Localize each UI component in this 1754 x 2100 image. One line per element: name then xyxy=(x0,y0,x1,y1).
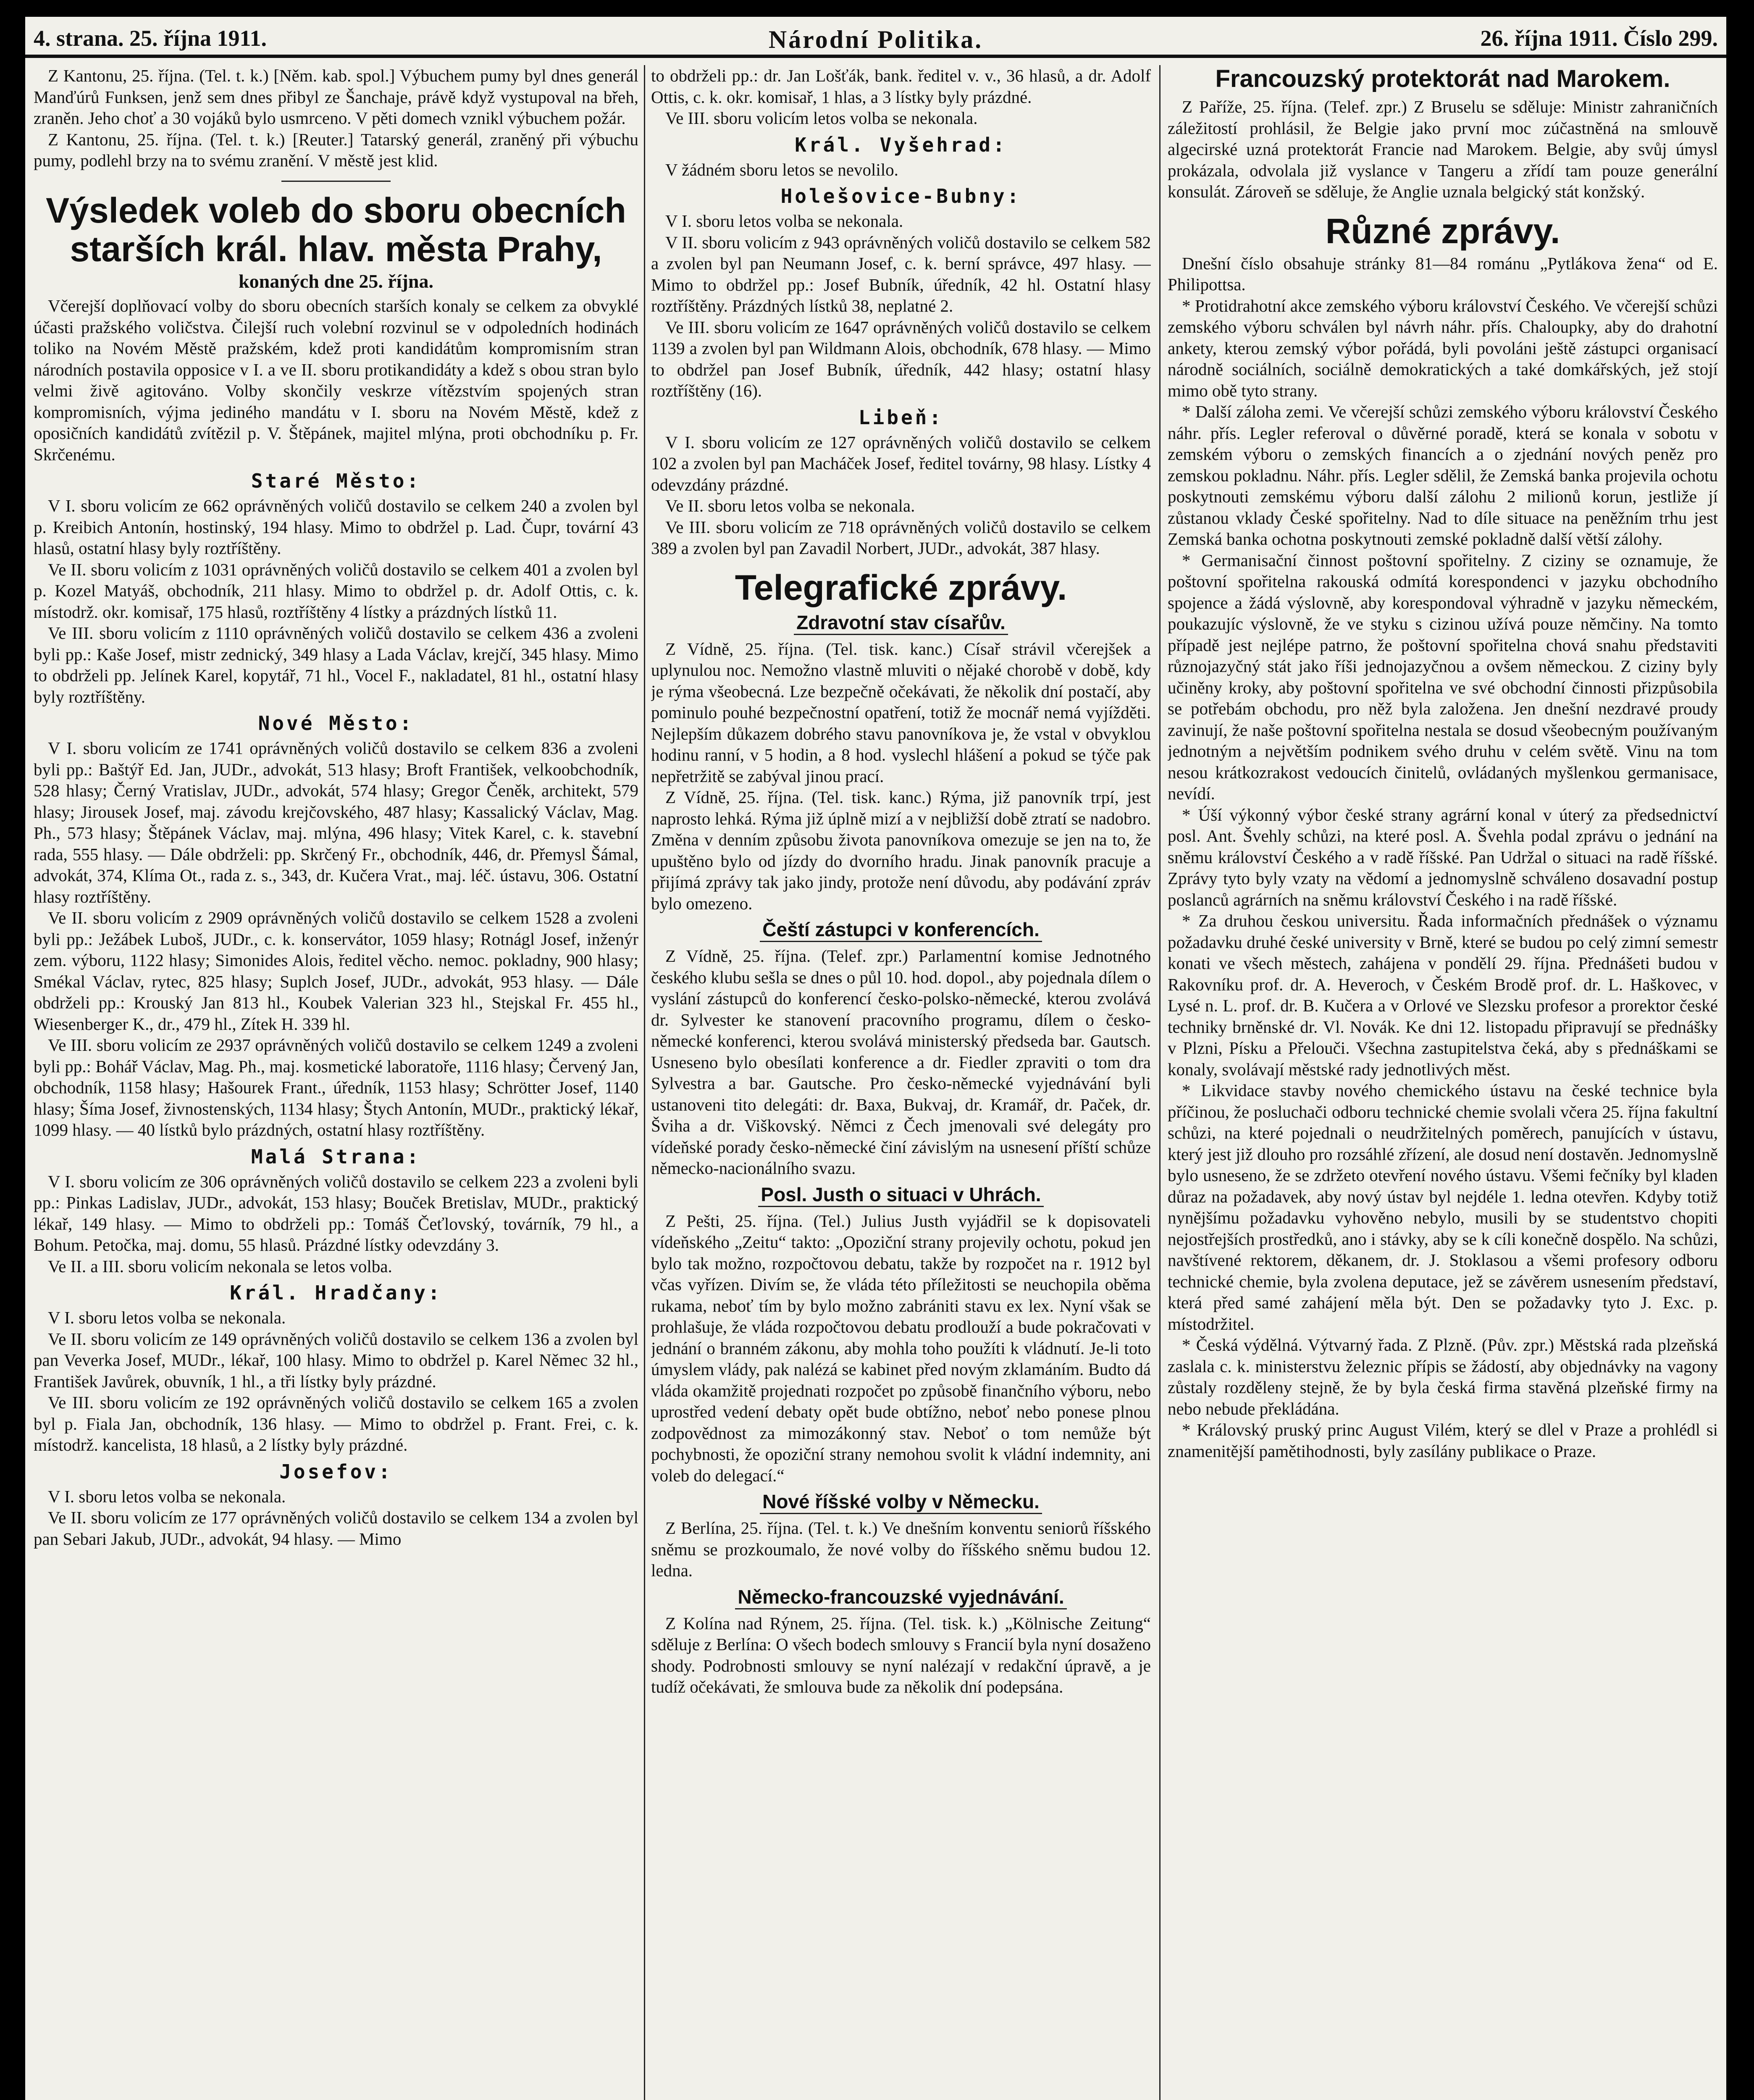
telegraphic-news-headline: Telegrafické zprávy. xyxy=(735,567,1067,607)
paragraph: * Germanisační činnost poštovní spořitelny. Z ciziny se oznamuje, že poštovní spořitelna rakouská odmítá korespondenci v jazyku obchodního spojence a žádá výslovně, aby korespondoval výhradně v jazyku německém, poukazujíc výslovně, že ve styku s cizinou užívá pouze němčiny. Na tomto případě jest nejlépe patrno, že poštovní spořitelna chová snahu představiti různojazyčný stát jako říši jednojazyčnou a ovšem německou. Z ciziny byly učiněny kroky, aby poštovní spořitelna ve své obchodní činnosti přizpůsobila se potřebám obchodu, pro něž byla založena. Jen dnešní nezdravé proudy zavinují, že naše poštovní spořitelna nestala se dosud všeobecným používaným jednotným a největším podnikem svého druhu v celém světě. Vinu na tom nesou krátkozrakost vedoucích činitelů, ovládaných myšlenkou germanisace, nevídí. xyxy=(1168,550,1718,803)
paragraph: * Česká výdělná. Výtvarný řada. Z Plzně. (Pův. zpr.) Městská rada plzeňská zaslala c. k. ministerstvu železnic přípis se žádostí, aby objednávky na vagony zůstaly rozděleny stejně, že by byla česká firma stavěná plzeňské firmy na nebo nebude překládána. xyxy=(1168,1335,1718,1418)
paragraph: to obdrželi pp.: dr. Jan Lošťák, bank. ředitel v. v., 36 hlasů, a dr. Adolf Ottis, c. k. okr. komisař, 1 hlas, a 3 lístky byly prázdné. xyxy=(651,66,1151,107)
paragraph: Ve II. sboru volicím ze 149 oprávněných voličů dostavilo se celkem 136 a zvolen byl pan Veverka Josef, MUDr., lékař, 100 hlasy. Mimo to obdržel p. Karel Němec 32 hl., František Javůrek, obuvník, 1 hl., a tři lístky byly prázdné. xyxy=(34,1329,638,1391)
article-heading: Nové říšské volby v Německu. xyxy=(651,1490,1151,1514)
paragraph: V I. sboru volicím ze 662 oprávněných voličů dostavilo se celkem 240 a zvolen byl p. Kreibich Antonín, hostinský, 194 hlasy. Mimo to obdržel p. Lad. Čupr, tovární 43 hlasů, ostatní hlasy byly roztříštěny. xyxy=(34,496,638,558)
misc-news-headline: Různé zprávy. xyxy=(1325,211,1560,251)
masthead xyxy=(25,17,1726,58)
paragraph: V žádném sboru letos se nevolilo. xyxy=(665,160,898,179)
district-heading-hradcany: Král. Hradčany: xyxy=(230,1281,442,1304)
paragraph: Ve II. sboru volicím ze 177 oprávněných voličů dostavilo se celkem 134 a zvolen byl pan Sebari Jakub, JUDr., advokát, 94 hlasy. — Mimo xyxy=(34,1508,638,1549)
paragraph: Ve III. sboru volicím ze 1647 oprávněných voličů dostavilo se celkem 1139 a zvolen byl pan Wildmann Alois, obchodník, 678 hlasy. — Mimo to obdržel pan Josef Bubník, úředník, 442 hlasy; ostatní hlasy roztříštěny (16). xyxy=(651,317,1151,400)
paragraph: * Protidrahotní akce zemského výboru království Českého. Ve včerejší schůzi zemského výboru schválen byl návrh náhr. přís. Chaloupky, aby do drahotní ankety, kterou zemský výbor pořádá, byli povoláni ještě zástupci organisací národně sociálních, sociálně demokratických a také domkářských, jež stojí mimo obě tyto strany. xyxy=(1168,296,1718,400)
paragraph: * Další záloha zemi. Ve včerejší schůzi zemského výboru království Českého náhr. přís. Legler referoval o důvěrné poradě, která se konala v sobotu v zemském výboru o zemských financích a o zjednání nových peněz pro zemskou pokladnu. Náhr. přís. Legler sdělil, že Zemská banka projevila ochotu poskytnouti zemskému výboru další zálohu 2 milionů korun, jestliže jí zůstanou vklady České spořitelny. Nad to díle situace na peněžním trhu jest Zemská banka ochotna poskytnouti zemské pokladně další větší zálohy. xyxy=(1168,402,1718,549)
paragraph: V I. sboru letos volba se nekonala. xyxy=(665,211,903,231)
district-heading-holesovice: Holešovice-Bubny: xyxy=(780,185,1021,207)
election-results-subheadline: konaných dne 25. října. xyxy=(239,270,433,292)
newspaper-page xyxy=(25,17,1726,2100)
paragraph: Ve III. sboru volicím ze 2937 oprávněných voličů dostavilo se celkem 1249 a zvoleni byli pp.: Bohář Václav, Mag. Ph., maj. kosmetické laboratoře, 1116 hlasy; Červený Jan, obchodník, 1158 hlasy; Hašourek Frant., úředník, 1153 hlasy; Schrötter Josef, 1140 hlasy; Šíma Josef, živnostenských, 1134 hlasy; Štych Antonín, MUDr., praktický lékař, 1099 hlasy. — 40 lístků bylo prázdných, ostatní hlasy roztříštěny. xyxy=(34,1035,638,1139)
paragraph: V I. sboru volicím ze 1741 oprávněných voličů dostavilo se celkem 836 a zvoleni byli pp.: Baštýř Ed. Jan, JUDr., advokát, 513 hlasy; Broft František, velkoobchodník, 528 hlasy; Černý Vratislav, JUDr., advokát, 574 hlasy; Gregor Čeněk, architekt, 579 hlasy; Jirousek Josef, maj. závodu krejčovského, 487 hlasy; Kassalický Václav, Mag. Ph., 573 hlasy; Štěpánek Václav, maj. mlýna, 496 hlasy; Vitek Karel, c. k. stavební rada, 555 hlasy. — Dále obdrželi: pp. Skrčený Fr., obchodník, 446, dr. Přemysl Šámal, advokát, 374, Klíma Ot., rada z. s., 343, dr. Kučera Vrat., maj. léč. ústavu, 306. Ostatní hlasy roztříštěny. xyxy=(34,738,638,906)
article-heading: Zdravotní stav císařův. xyxy=(651,611,1151,635)
article-heading: Posl. Justh o situaci v Uhrách. xyxy=(651,1183,1151,1207)
paragraph: V II. sboru volicím z 943 oprávněných voličů dostavilo se celkem 582 a zvolen byl pan Neumann Josef, c. k. berní správce, 497 hlasy. — Mimo to obdržel pp.: Josef Bubník, úředník, 42 hl. Ostatní hlasy roztříštěny. Prázdných lístků 38, neplatné 2. xyxy=(651,232,1151,315)
paragraph: Z Kantonu, 25. října. (Tel. t. k.) [Něm. kab. spol.] Výbuchem pumy byl dnes generál Manďúrů Funksen, jenž sem dnes přibyl ze Šanchaje, právě když vystupoval na břeh, zraněn. Jeho choť a 30 vojáků bylo usmrceno. V pěti domech vznikl výbuchem požár. xyxy=(34,66,638,128)
district-heading-josefov: Josefov: xyxy=(279,1460,393,1483)
column-rule xyxy=(1159,65,1161,2100)
newspaper-title: Národní Politika. xyxy=(768,26,983,53)
column-1 xyxy=(34,65,638,2100)
column-3 xyxy=(1168,65,1718,2100)
district-heading-vysehrad: Král. Vyšehrad: xyxy=(795,133,1007,156)
paragraph: * Likvidace stavby nového chemického ústavu na české technice byla příčinou, že posluchači odboru technické chemie svolali včera 25. října fakultní schůzi, na které pojednali o neudržitelných poměrech, panujících v ústavu, který jest již dlouho pro rozsáhlé zřízení, ale dosud není dostavěn. Jednomyslně bylo usneseno, že se zdržeto otevření nového ústavu. Všemi fečníky byl kladen důraz na požadavek, aby nový ústav byl nejdéle 1. ledna otevřen. Kdyby totiž nynějšímu požadavku vyhověno nebylo, musili by se studentstvo chopiti nejostřejších prostředků, ano i stávky, aby se k cíli konečně dospělo. Na schůzi, navštívené rektorem, děkanem, dr. J. Stoklasou a všemi profesory odboru technické chemie, byla zvolena deputace, jež se závěrem usnesením představí, která před samé zahájení měla být. Den se požadavky tyto J. Exc. p. místodržitel. xyxy=(1168,1081,1718,1334)
paragraph: Z Kolína nad Rýnem, 25. října. (Tel. tisk. k.) „Kölnische Zeitung“ sděluje z Berlína: O všech bodech smlouvy s Francií byla nyní dosaženo shody. Podrobnosti smlouvy se nyní nalézají v redakční úpravě, a je tudíž očekávati, že smlouva bude za několik dní podepsána. xyxy=(651,1613,1151,1696)
district-heading-nove-mesto: Nové Město: xyxy=(258,712,414,735)
paragraph: V I. sboru letos volba se nekonala. xyxy=(48,1486,286,1506)
column-2 xyxy=(651,65,1151,2100)
paragraph: Z Vídně, 25. října. (Telef. zpr.) Parlamentní komise Jednotného českého klubu sešla se dnes o půl 10. hod. dopol., aby pojednala dílem o vyslání zástupců do konferencí česko-polsko-německé, kterou zvolává dr. Sylvester ke stanovení pracovního programu, dílem o česko-německé konferenci, kterou svolává ministerský předseda bar. Gautsch. Usneseno bylo obesílati konference a dr. Fiedler zpraviti o tom dra Sylvestra a bar. Gautsche. Pro česko-německé vyjednávání byli ustanoveni tito delegáti: dr. Baxa, Bukvaj, dr. Kramář, dr. Paček, dr. Šviha a dr. Viškovský. Němci z Čech jmenovali své delegáty pro vídeňské porady česko-německé činí závislým na usnesení příští schůze německo-nacionálního svazu. xyxy=(651,946,1151,1178)
paragraph: Z Vídně, 25. října. (Tel. tisk. kanc.) Císař strávil včerejšek a uplynulou noc. Nemožno vlastně mluviti o nějaké chorobě v době, kdy je rýma všeobecná. Lze bezpečně očekávati, že několik dní postačí, aby pominulo pouhé bezpečnostní opatření, totiž že mocnář nemá vyjížděti. Nejlepším důkazem dobrého stavu panovníkova je, že vstal v obvyklou hodinu ranní, v 5 hodin, a 8 hod. vyslechl hlášení a pokud se týče pak nepřetržitě se zabýval jinou prací. xyxy=(651,639,1151,786)
election-intro: Včerejší doplňovací volby do sboru obecních starších konaly se celkem za obvyklé účasti pražského voličstva. Čilejší ruch volební rozvinul se v odpoledních hodinách toliko na Novém Městě pražském, kdež proti kandidátům kompromisním stran národních postavila opposice v I. a ve II. sboru protikandidáty a kdež s obou stran bylo velmi živě agitováno. Volby skončily veskrze vítězstvím spojených stran kompromisních, výjma jediného mandátu v I. sboru na Novém Městě, kdež z oposičních kandidátů zvítězil p. V. Štěpánek, majitel mlýna, proti obchodníku p. Fr. Skrčenému. xyxy=(34,296,638,464)
paragraph: Ve II. sboru letos volba se nekonala. xyxy=(665,496,915,515)
paragraph: * Za druhou českou universitu. Řada informačních přednášek o významu požadavku druhé české university v Brně, které se budou po celý zimní semestr konati ve všech městech, zahájena v pondělí 29. října. Přednášeti budou v Rakovníku prof. dr. A. Heveroch, v Českém Brodě prof. dr. L. Haškovec, v Lysé n. L. prof. dr. B. Kučera a v Orlové ve Slezsku profesor a prorektor české techniky brněnské dr. Vl. Novák. Ke dni 12. listopadu připravují se přednášky v Plzni, Písku a Přelouči. Všechna zastupitelstva čeká, aby s přednáškami se konaly, svolávají městské rady jednotlivých měst. xyxy=(1168,911,1718,1079)
paragraph: V I. sboru letos volba se nekonala. xyxy=(48,1308,286,1327)
paragraph: Ve II. a III. sboru volicím nekonala se letos volba. xyxy=(48,1256,392,1276)
election-results-headline: Výsledek voleb do sboru obecních starších král. hlav. města Prahy, xyxy=(46,190,626,269)
column-rule xyxy=(644,65,645,2100)
paragraph: Z Kantonu, 25. října. (Tel. t. k.) [Reuter.] Tatarský generál, zraněný při výbuchu pumy, podlehl brzy na to svému zranění. V městě jest klid. xyxy=(34,129,638,170)
page-number-date: 4. strana. 25. října 1911. xyxy=(34,26,267,51)
article-heading: Francouzský protektorát nad Marokem. xyxy=(1215,65,1670,92)
paragraph: Ve II. sboru volicím z 1031 oprávněných voličů dostavilo se celkem 401 a zvolen byl p. Kozel Matyáš, obchodník, 211 hlasy. Mimo to obdržel p. dr. Adolf Ottis, c. k. místodrž. okr. komisař, 175 hlasů, roztříštěny 4 lístky a prázdných lístků 11. xyxy=(34,559,638,622)
paragraph: Ve III. sboru volicím letos volba se nekonala. xyxy=(665,108,978,128)
paragraph: V I. sboru volicím ze 127 oprávněných voličů dostavilo se celkem 102 a zvolen byl pan Macháček Josef, ředitel továrny, 98 hlasy. Lístky 4 odevzdány prázdné. xyxy=(651,432,1151,494)
district-heading-stare-mesto: Staré Město: xyxy=(251,470,421,492)
article-heading: Německo-francouzské vyjednávání. xyxy=(651,1586,1151,1609)
article-heading: Čeští zástupci v konferencích. xyxy=(651,918,1151,942)
paragraph: Ve III. sboru volicím z 1110 oprávněných voličů dostavilo se celkem 436 a zvoleni byli pp.: Kaše Josef, mistr zednický, 349 hlasy a Lada Václav, krejčí, 345 hlasy. Mimo to obdrželi pp. Jelínek Karel, kopytář, 71 hl., Vocel F., nakladatel, 81 hl., ostatní hlasy byly roztříštěny. xyxy=(34,623,638,706)
issue-date-number: 26. října 1911. Číslo 299. xyxy=(1480,26,1718,51)
paragraph: Z Vídně, 25. října. (Tel. tisk. kanc.) Rýma, již panovník trpí, jest naprosto lehká. Rýma již úplně mizí a v nejbližší době ztratí se nadobro. Změna v denním způsobu života panovníkova omezuje se jen na to, že upuštěno bylo od jízdy do dvorního hradu. Jinak panovník pracuje a přijímá zprávy tak jako jindy, protože není důvodu, aby podávání zpráv bylo omezeno. xyxy=(651,788,1151,913)
paragraph: Z Berlína, 25. října. (Tel. t. k.) Ve dnešním konventu seniorů říšského sněmu se prozkoumalo, že nové volby do říšského sněmu budou 12. ledna. xyxy=(651,1518,1151,1580)
paragraph: Ve III. sboru volicím ze 718 oprávněných voličů dostavilo se celkem 389 a zvolen byl pan Zavadil Norbert, JUDr., advokát, 387 hlasy. xyxy=(651,517,1151,558)
paragraph: Z Paříže, 25. října. (Telef. zpr.) Z Bruselu se sděluje: Ministr zahraničních záležitostí prohlásil, že Belgie jako první moc zúčastněná na smlouvě algecirské uzná protektorát Francie nad Marokem. Belgie, aby svůj úmysl prokázala, odvolala již vyslance v Tangeru a zřídí tam pouze generální konsulát. Zároveň se sděluje, že Anglie uznala belgický stát konžský. xyxy=(1168,97,1718,201)
paragraph: V I. sboru volicím ze 306 oprávněných voličů dostavilo se celkem 223 a zvoleni byli pp.: Pinkas Ladislav, JUDr., advokát, 153 hlasy; Bouček Bretislav, MUDr., praktický lékař, 149 hlasy. — Mimo to obdrželi pp.: Tomáš Čeťlovský, továrník, 79 hl., a Bohum. Petočka, maj. domu, 55 hlasů. Prázdné lístky odevzdány 3. xyxy=(34,1171,638,1255)
paragraph: Z Pešti, 25. října. (Tel.) Julius Justh vyjádřil se k dopisovateli vídeňského „Zeitu“ takto: „Opoziční strany projevily ochotu, pokud jen bylo tak možno, rozpočtovou debatu, takže by rozpočet na r. 1912 byl včas vyřízen. Divím se, že vláda této příležitosti se neuchopila oběma rukama, neboť tím by bylo možno zabrániti stavu ex lex. Nyní však se prohlašuje, že vláda rozpočtovou debatu prodlouží a bude pokračovati v jednání o branném zákonu, aby mohla toho použíti k vládnutí. Je-li toto úmyslem vlády, pak nalézá se kabinet před novým zklamáním. Budto dá vláda okamžitě projednati rozpočet po způsobě finančního výboru, nebo uprostřed vedení debaty opět bude obtížno, neboť nebo ponese plnou zodpovědnost za mimozákonný stav. Neboť o tom nemůže být pochybnosti, že opoziční strany nemohou svolit k vládní indemnity, ani voleb do delegací.“ xyxy=(651,1211,1151,1485)
paragraph: Ve II. sboru volicím z 2909 oprávněných voličů dostavilo se celkem 1528 a zvoleni byli pp.: Ježábek Luboš, JUDr., c. k. konservátor, 1059 hlasy; Rotnágl Josef, inženýr zem. výboru, 1122 hlasy; Simonides Alois, ředitel věcho. nemoc. pokladny, 900 hlasy; Smékal Václav, rytec, 825 hlasy; Suplch Josef, JUDr., advokát, 953 hlasy. — Dále obdrželi pp.: Krouský Jan 813 hl., Koubek Valerian 323 hl., Stejskal Fr. 455 hl., Wiesenberger K., dr., 479 hl., Zítek H. 339 hl. xyxy=(34,908,638,1034)
district-heading-liben: Libeň: xyxy=(858,406,944,429)
paragraph: * Úší výkonný výbor české strany agrární konal v úterý za předsednictví posl. Ant. Švehly schůzi, na které posl. A. Švehla podal zprávu o jednání na sněmu království Českého a v radě říšské. Pan Udržal o situaci na radě říšské. Zprávy tyto byly vzaty na vědomí a jednomyslně schváleno dosavadní postup poslanců agrárních na sněmu království Českého i na radě říšské. xyxy=(1168,805,1718,909)
divider xyxy=(281,181,391,182)
paragraph: * Královský pruský princ August Vilém, který se dlel v Praze a prohlédl si znamenitější pamětihodnosti, byly zasílány publikace o Praze. xyxy=(1168,1420,1718,1461)
paragraph: Ve III. sboru volicím ze 192 oprávněných voličů dostavilo se celkem 165 a zvolen byl p. Fiala Jan, obchodník, 136 hlasy. — Mimo to obdržel p. Frant. Frei, c. k. místodrž. kancelista, 18 hlasů, a 2 lístky byly prázdné. xyxy=(34,1393,638,1454)
kanton-news xyxy=(34,65,638,171)
paragraph: Dnešní číslo obsahuje stránky 81—84 románu „Pytlákova žena“ od E. Philipottsa. xyxy=(1168,253,1718,294)
district-heading-mala-strana: Malá Strana: xyxy=(251,1145,421,1168)
